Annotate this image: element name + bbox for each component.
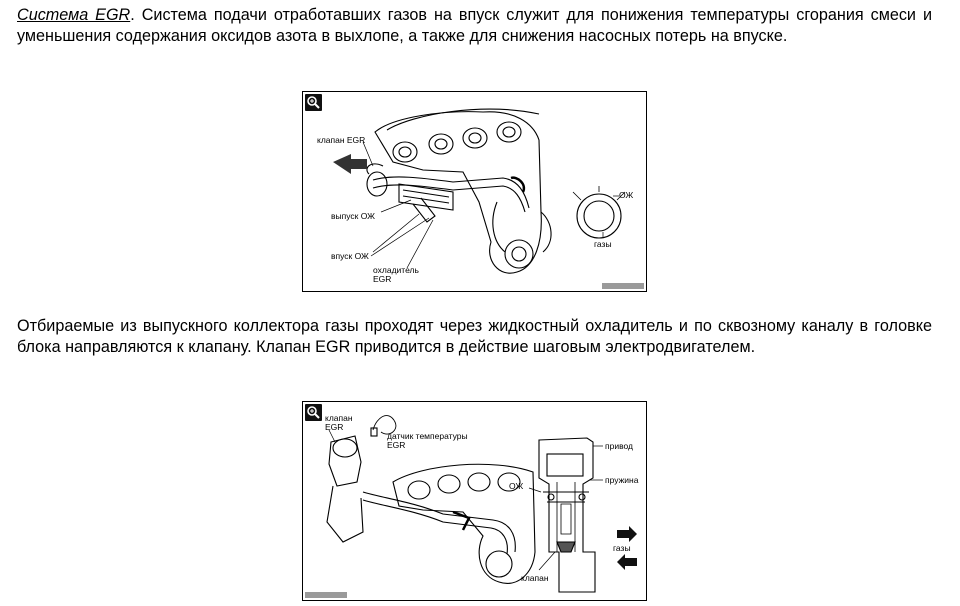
flow-paragraph: Отбираемые из выпускного коллектора газы проходят через жидкостный охладитель и по сквозному каналу в головке блока направляются к клапану. Клапан EGR приводится в действие шаговым электродвигателем.: [17, 317, 932, 356]
coolant-inlet-label: впуск ОЖ: [331, 251, 369, 261]
valve-label: клапан: [521, 573, 549, 583]
egr-cooler-figure: [302, 91, 647, 292]
gas-out-arrow: [617, 526, 637, 542]
flow-arrow: [333, 154, 367, 174]
spring-label: пружина: [605, 475, 639, 485]
egr-cooler-label: охладитель EGR: [373, 265, 419, 284]
copyright-mark: [305, 592, 347, 598]
egr-cooler-drawing: [303, 92, 647, 292]
intro-paragraph: [17, 5, 932, 47]
coolant-outlet-label: выпуск ОЖ: [331, 211, 375, 221]
zoom-in-icon[interactable]: [305, 404, 322, 421]
gas-in-arrow: [617, 554, 637, 570]
coolant-label: ОЖ: [619, 190, 634, 200]
drive-label: привод: [605, 441, 633, 451]
coolant-label: ОЖ: [509, 481, 524, 491]
zoom-in-icon[interactable]: [305, 94, 322, 111]
gases-label: газы: [594, 239, 612, 249]
egr-valve-figure: [302, 401, 647, 601]
egr-temp-sensor-label: датчик температуры EGR: [387, 431, 468, 450]
intro-paragraph-text: . Система подачи отработавших газов на впуск служит для понижения температуры сгорания смеси и уменьшения содержания оксидов азота в выхлопе, а также для снижения насосных потерь на впуске.: [17, 6, 932, 45]
egr-system-term: Система EGR: [17, 6, 131, 24]
egr-valve-drawing: [303, 402, 647, 601]
gases-label: газы: [613, 543, 631, 553]
copyright-mark: [602, 283, 644, 289]
egr-valve-label: клапан EGR: [317, 135, 366, 145]
egr-valve-label: клапан EGR: [325, 413, 353, 432]
